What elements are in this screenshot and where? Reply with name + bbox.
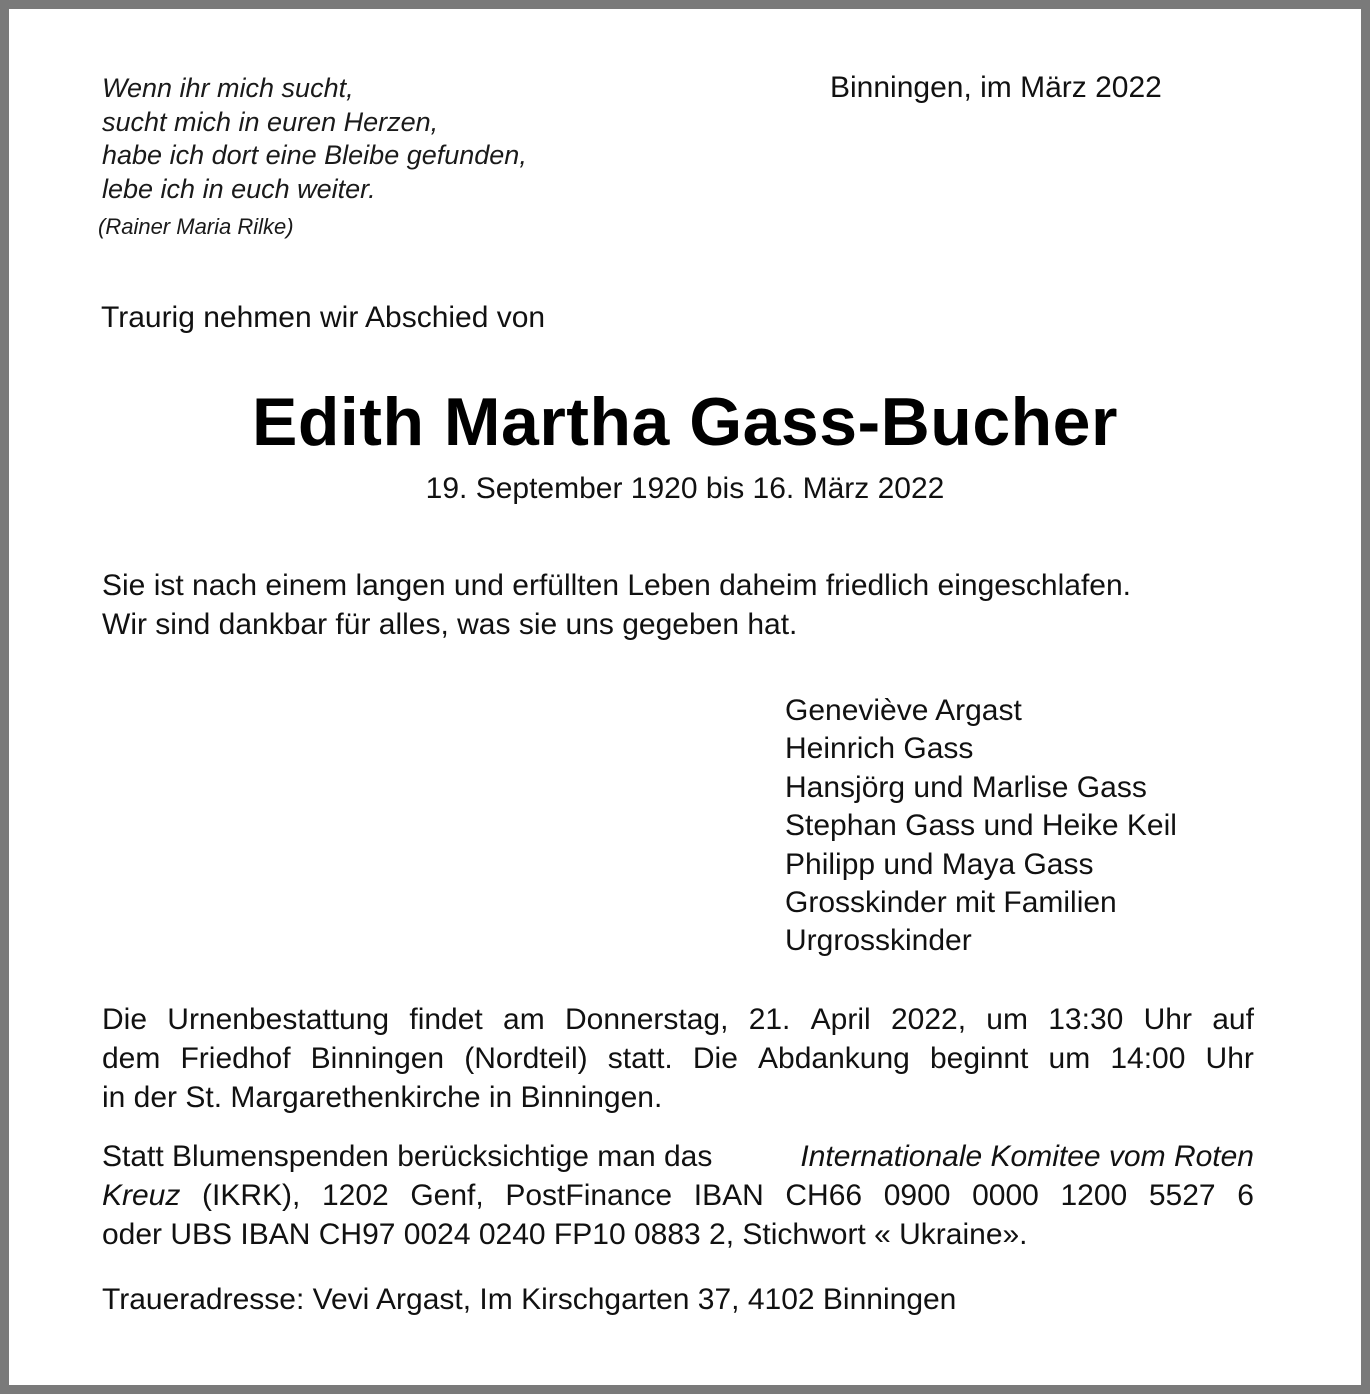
mourner: Geneviève Argast [785,694,1022,727]
mourner: Philipp und Maya Gass [785,847,1094,881]
life-dates: 19. September 1920 bis 16. März 2022 [425,472,945,505]
funeral-line [102,1001,1254,1040]
funeral-info [102,1001,1254,1117]
donation-line-1 [102,1138,1254,1177]
word: Friedhof [180,1041,291,1075]
word: 1202 [321,1178,389,1212]
word: 5527 [1148,1178,1216,1212]
word: (IKRK), [202,1178,301,1212]
word: 1200 [1060,1178,1128,1212]
deceased-name: Edith Martha Gass-Bucher [252,384,1118,460]
word: statt. [607,1041,673,1075]
word: Genf, [410,1178,484,1212]
mourning-address: Traueradresse: Vevi Argast, Im Kirschgarten 37, 4102 Binningen [102,1283,957,1316]
word: 14:00 [1110,1041,1186,1075]
word: am [503,1003,545,1036]
place-date: Binningen, im März 2022 [830,71,1162,104]
word: 0900 [883,1178,951,1212]
word: PostFinance [505,1178,673,1212]
mourners-list [785,692,1177,961]
word: 21. [748,1003,791,1036]
word: um [1048,1041,1091,1075]
poem-line: habe ich dort eine Bleibe gefunden, [102,140,527,170]
donation-text: Statt Blumenspenden berücksichtige man das [102,1140,713,1173]
poem-line: sucht mich in euren Herzen, [102,106,439,137]
word: Die [692,1041,738,1075]
word: IBAN [693,1178,764,1212]
mourner: Grosskinder mit Familien [785,886,1117,920]
poem-line: Wenn ihr mich sucht, [102,73,354,103]
intro-text: Traurig nehmen wir Abschied von [101,301,546,334]
poem [102,72,527,206]
funeral-line: in der St. Margarethenkirche in Binningen. [102,1080,663,1114]
mourner: Hansjörg und Marlise Gass [785,770,1147,804]
mourner: Urgrosskinder [785,924,972,958]
word: Urnenbestattung [167,1003,390,1036]
word: um [986,1003,1028,1036]
word: dem [102,1041,161,1075]
obituary-page [9,9,1361,1385]
word: Uhr [1205,1041,1254,1075]
statement-line: Sie ist nach einem langen und erfüllten Leben daheim friedlich eingeschlafen. [102,569,1132,602]
word: CH66 [785,1178,863,1212]
word: 13:30 [1048,1003,1124,1036]
word: beginnt [929,1041,1029,1075]
donation-line-2 [102,1177,1254,1216]
word: April [810,1003,871,1036]
donation-line-3: oder UBS IBAN CH97 0024 0240 FP10 0883 2, Stichwort « Ukraine». [102,1217,1028,1251]
word: 2022, [890,1003,967,1036]
word: (Nordteil) [464,1041,588,1075]
word: Binningen [310,1041,445,1075]
mourner: Stephan Gass und Heike Keil [785,809,1177,843]
poem-line: lebe ich in euch weiter. [102,173,376,204]
word: findet [409,1003,483,1036]
organization-name: Internationale Komitee vom Roten [800,1140,1254,1173]
word: 6 [1237,1178,1254,1212]
funeral-line [102,1040,1254,1079]
word: Donnerstag, [564,1003,729,1036]
word: auf [1212,1003,1254,1036]
word: Uhr [1143,1003,1192,1036]
poem-author: (Rainer Maria Rilke) [98,214,294,239]
word: Die [102,1003,148,1036]
donation-info [102,1138,1254,1254]
statement [102,566,1131,644]
mourner: Heinrich Gass [785,732,974,766]
statement-line: Wir sind dankbar für alles, was sie uns gegeben hat. [102,608,798,641]
word: Abdankung [758,1041,910,1075]
word: 0000 [972,1178,1039,1212]
organization-name-end: Kreuz [102,1178,181,1212]
